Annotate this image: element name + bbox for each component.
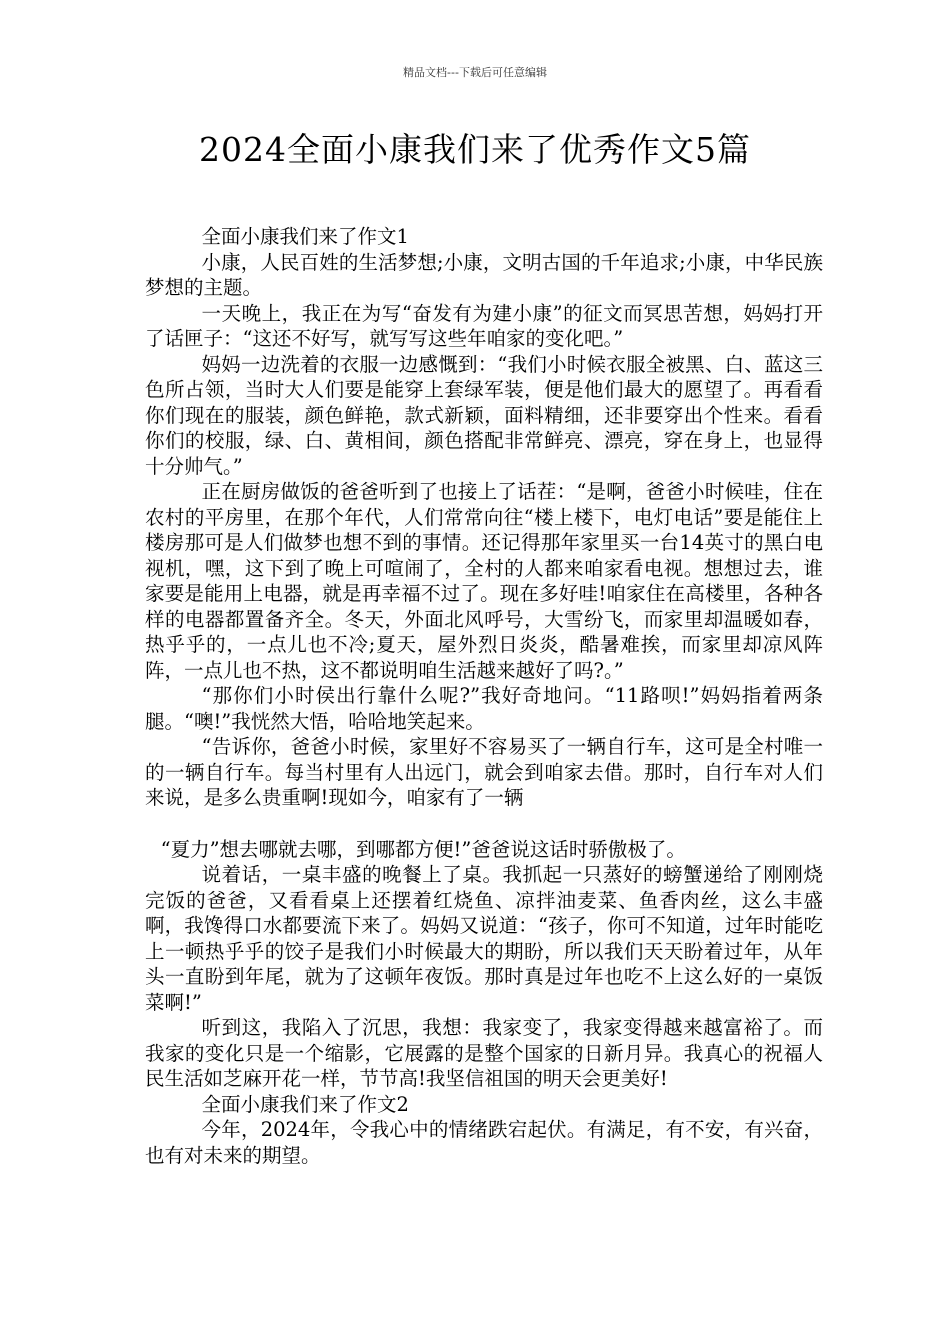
document-body [145,224,823,1168]
paragraph: 说着话，一桌丰盛的晚餐上了桌。我抓起一只蒸好的螃蟹递给了刚刚烧完饭的爸爸，又看看桌上还摆着红烧鱼、凉拌油麦菜、鱼香肉丝，这么丰盛啊，我馋得口水都要流下来了。妈妈又说道：“孩子，你可不知道，过年时能吃上一顿热乎乎的饺子是我们小时候最大的期盼，所以我们天天盼着过年，从年头一直盼到年尾，就为了这顿年夜饭。那时真是过年也吃不上这么好的一桌饭菜啊!” [145,863,823,1014]
section-heading-1: 全面小康我们来了作文1 [201,225,409,248]
page-break-gap [145,811,823,837]
header-note: 精品文档---下载后可任意编辑 [403,66,547,79]
paragraph: “告诉你，爸爸小时候，家里好不容易买了一辆自行车，这可是全村唯一的一辆自行车。每当村里有人出远门，就会到咱家去借。那时，自行车对人们来说，是多么贵重啊!现如今，咱家有了一辆 [145,735,823,809]
paragraph-continuation: “夏力”想去哪就去哪，到哪都方便!”爸爸说这话时骄傲极了。 [160,837,686,861]
paragraph: 今年，2024年，令我心中的情绪跌宕起伏。有满足，有不安，有兴奋，也有对未来的期望。 [145,1118,823,1167]
paragraph: 小康，人民百姓的生活梦想;小康，文明古国的千年追求;小康，中华民族梦想的主题。 [145,250,823,299]
section-heading-2: 全面小康我们来了作文2 [201,1092,409,1116]
paragraph: 听到这，我陷入了沉思，我想：我家变了，我家变得越来越富裕了。而我家的变化只是一个缩影，它展露的是整个国家的日新月异。我真心的祝福人民生活如芝麻开花一样，节节高!我坚信祖国的明天会更美好! [145,1016,823,1090]
paragraph: 一天晚上，我正在为写“奋发有为建小康”的征文而冥思苦想，妈妈打开了话匣子：“这还不好写，就写写这些年咱家的变化吧。” [145,301,823,350]
paragraph: 正在厨房做饭的爸爸听到了也接上了话茬：“是啊，爸爸小时候哇，住在农村的平房里，在那个年代，人们常常向往“楼上楼下，电灯电话”要是能住上楼房那可是人们做梦也想不到的事情。还记得那年家里买一台14英寸的黑白电视机，嘿，这下到了晚上可喧闹了，全村的人都来咱家看电视。想想过去，谁家要是能用上电器，就是再幸福不过了。现在多好哇!咱家住在高楼里，各种各样的电器都置备齐全。冬天，外面北风呼号，大雪纷飞，而家里却温暖如春，热乎乎的，一点儿也不冷;夏天，屋外烈日炎炎，酷暑难挨，而家里却凉风阵阵，一点儿也不热，这不都说明咱生活越来越好了吗?。” [145,480,823,682]
document-title: 2024全面小康我们来了优秀作文5篇 [199,130,751,169]
paragraph: “那你们小时侯出行靠什么呢?”我好奇地问。“11路呗!”妈妈指着两条腿。“噢!”我恍然大悟，哈哈地笑起来。 [145,684,823,733]
paragraph: 妈妈一边洗着的衣服一边感慨到：“我们小时候衣服全被黑、白、蓝这三色所占领，当时大人们要是能穿上套绿军装，便是他们最大的愿望了。再看看你们现在的服装，颜色鲜艳，款式新颖，面料精细，还非要穿出个性来。看看你们的校服，绿、白、黄相间，颜色搭配非常鲜亮、漂亮，穿在身上，也显得十分帅气。” [145,352,823,478]
